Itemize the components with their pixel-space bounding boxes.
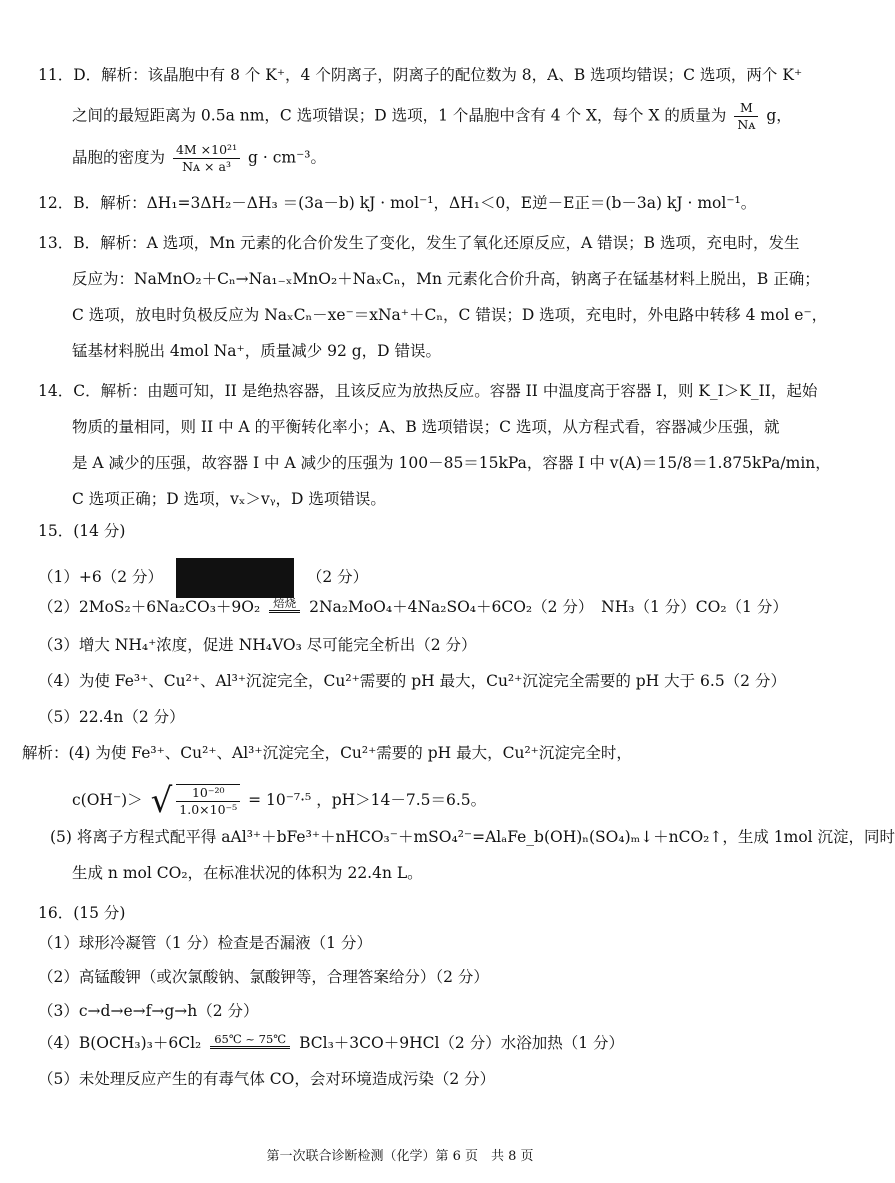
q15-analysis-5-line-2: 生成 n mol CO₂，在标准状况的体积为 22.4n L。: [72, 864, 423, 882]
redaction-block: [176, 558, 294, 598]
q14-line-3: 是 A 减少的压强，故容器 I 中 A 减少的压强为 100－85＝15kPa，容器 I 中 v(A)＝15/8＝1.875kPa/min，: [72, 454, 831, 472]
q11-line-3-tail: g · cm⁻³。: [248, 148, 327, 167]
q16-heading: 16．(15 分): [38, 904, 126, 922]
q12-line-1: 12．B．解析：ΔH₁=3ΔH₂－ΔH₃ ＝(3a－b) kJ · mol⁻¹，ΔH₁＜0，E逆－E正＝(b－3a) kJ · mol⁻¹。: [38, 194, 757, 212]
q16-part-3: （3）c→d→e→f→g→h（2 分）: [38, 1002, 259, 1020]
q11-mass-fraction-num: M: [734, 100, 758, 117]
q15-analysis-4: 解析：(4) 为使 Fe³⁺、Cu²⁺、Al³⁺沉淀完全，Cu²⁺需要的 pH 最大，Cu²⁺沉淀完全时，: [22, 744, 632, 762]
q16-part-5: （5）未处理反应产生的有毒气体 CO，会对环境造成污染（2 分）: [38, 1070, 496, 1088]
q16-part-4-text: （4）B(OCH₃)₃＋6Cl₂: [38, 1034, 202, 1052]
q15-analysis-4-lhs: c(OH⁻)＞: [72, 791, 143, 809]
q15-part-2-products: 2Na₂MoO₄＋4Na₂SO₄＋6CO₂（2 分） NH₃（1 分）CO₂（1 分）: [309, 598, 788, 616]
q16-part-1: （1）球形冷凝管（1 分）检查是否漏液（1 分）: [38, 934, 372, 952]
q15-part-1-text: （1）+6（2 分）: [38, 568, 163, 586]
q15-reaction-condition-text: 焙烧: [269, 597, 300, 613]
q16-part-4-products: BCl₃＋3CO＋9HCl（2 分）水浴加热（1 分）: [299, 1034, 624, 1052]
q11-mass-fraction: [734, 100, 758, 133]
q11-line-2: [72, 100, 792, 133]
q11-line-3-text: 晶胞的密度为: [72, 148, 166, 167]
q15-heading: 15．(14 分): [38, 522, 126, 540]
q15-part-2-text: （2）2MoS₂＋6Na₂CO₃＋9O₂: [38, 598, 261, 616]
q15-part-3: （3）增大 NH₄⁺浓度，促进 NH₄VO₃ 尽可能完全析出（2 分）: [38, 636, 477, 654]
q15-part-1: [38, 558, 368, 598]
q16-part-4: [38, 1032, 624, 1055]
q13-line-3: C 选项，放电时负极反应为 NaₓCₙ－xe⁻＝xNa⁺＋Cₙ，C 错误；D 选项，充电时，外电路中转移 4 mol e⁻，: [72, 306, 828, 324]
q11-line-2-text: 之间的最短距离为 0.5a nm，C 选项错误；D 选项，1 个晶胞中含有 4 个 X，每个 X 的质量为: [72, 106, 727, 125]
q15-analysis-5-line-1: (5) 将离子方程式配平得 aAl³⁺＋bFe³⁺＋nHCO₃⁻＋mSO₄²⁻=AlₐFe_b(OH)ₙ(SO₄)ₘ↓＋nCO₂↑，生成 1mol 沉淀，同时: [50, 828, 895, 846]
q15-part-4: （4）为使 Fe³⁺、Cu²⁺、Al³⁺沉淀完全，Cu²⁺需要的 pH 最大，Cu²⁺沉淀完全需要的 pH 大于 6.5（2 分）: [38, 672, 786, 690]
q16-reaction-condition-text: 65℃ ~ 75℃: [210, 1033, 290, 1049]
q11-density-fraction-num: 4M ×10²¹: [173, 142, 240, 159]
q15-part-5: （5）22.4n（2 分）: [38, 708, 185, 726]
q15-sqrt-expression: [150, 781, 241, 821]
q13-line-2: 反应为：NaMnO₂＋Cₙ→Na₁₋ₓMnO₂＋NaₓCₙ，Mn 元素化合价升高，钠离子在锰基材料上脱出，B 正确；: [72, 270, 820, 288]
q11-density-fraction: [173, 142, 240, 175]
q14-line-2: 物质的量相同，则 II 中 A 的平衡转化率小；A、B 选项错误；C 选项，从方程式看，容器减少压强，就: [72, 418, 780, 436]
sqrt-icon: √: [150, 781, 173, 821]
q13-line-4: 锰基材料脱出 4mol Na⁺，质量减少 92 g，D 错误。: [72, 342, 442, 360]
q15-analysis-4-rhs: = 10⁻⁷·⁵ ，pH＞14－7.5＝6.5。: [248, 791, 487, 809]
q14-line-4: C 选项正确；D 选项，vₓ＞vᵧ，D 选项错误。: [72, 490, 386, 508]
q11-line-1: 11．D．解析：该晶胞中有 8 个 K⁺，4 个阴离子，阴离子的配位数为 8，A、B 选项均错误；C 选项，两个 K⁺: [38, 66, 803, 84]
q11-line-3: [72, 142, 326, 175]
q15-reaction-condition: [269, 597, 300, 619]
q15-part-1-score: （2 分）: [306, 568, 369, 586]
q15-part-2: [38, 596, 788, 619]
q16-reaction-condition: [210, 1033, 290, 1055]
page-footer: 第一次联合诊断检测（化学）第 6 页 共 8 页: [266, 1149, 534, 1164]
q13-line-1: 13．B．解析：A 选项，Mn 元素的化合价发生了变化，发生了氧化还原反应，A 错误；B 选项，充电时，发生: [38, 234, 800, 252]
q15-analysis-4-formula: [72, 781, 487, 821]
q11-density-fraction-den: Nᴀ × a³: [182, 159, 231, 174]
q15-sqrt-num: 10⁻²⁰: [176, 785, 240, 802]
q15-sqrt-den: 1.0×10⁻⁵: [179, 802, 238, 817]
q16-part-2: （2）高锰酸钾（或次氯酸钠、氯酸钾等，合理答案给分）（2 分）: [38, 968, 489, 986]
q14-line-1: 14．C．解析：由题可知，II 是绝热容器，且该反应为放热反应。容器 II 中温度高于容器 I，则 K_I＞K_II，起始: [38, 382, 818, 400]
q11-mass-fraction-den: Nᴀ: [737, 117, 756, 132]
q11-line-2-tail: g，: [766, 106, 792, 125]
